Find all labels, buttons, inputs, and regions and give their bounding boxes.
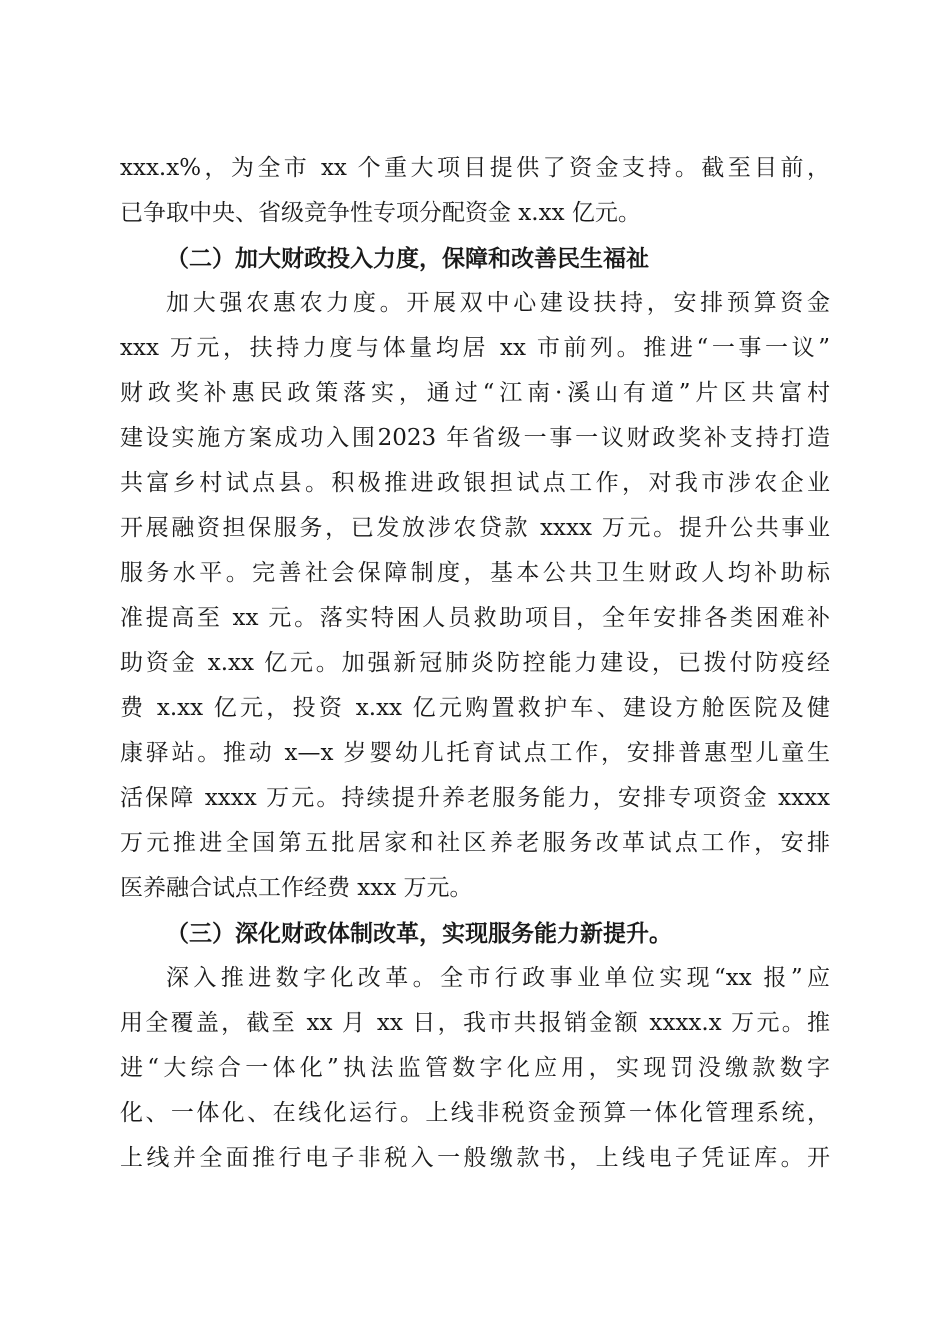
text-line: 深入推进数字化改革。全市行政事业单位实现“xx 报”应 [166, 965, 830, 991]
text-line: 开展融资担保服务，已发放涉农贷款 xxxx 万元。提升公共事业 [120, 515, 830, 541]
section-heading-2: （二）加大财政投入力度，保障和改善民生福祉 [166, 245, 649, 272]
text-line: 准提高至 xx 元。落实特困人员救助项目，全年安排各类困难补 [120, 605, 830, 631]
text-line: 建设实施方案成功入围2023 年省级一事一议财政奖补支持打造 [120, 425, 830, 451]
text-line: 万元推进全国第五批居家和社区养老服务改革试点工作，安排 [120, 830, 830, 856]
text-line: 用全覆盖，截至 xx 月 xx 日，我市共报销金额 xxxx.x 万元。推 [120, 1010, 830, 1036]
text-line: xxx 万元，扶持力度与体量均居 xx 市前列。推进“一事一议” [120, 335, 830, 361]
text-line: 已争取中央、省级竞争性专项分配资金 x.xx 亿元。 [120, 200, 641, 226]
text-line: 进“大综合一体化”执法监管数字化应用，实现罚没缴款数字 [120, 1055, 830, 1081]
text-line: 共富乡村试点县。积极推进政银担试点工作，对我市涉农企业 [120, 470, 830, 496]
text-line: 费 x.xx 亿元，投资 x.xx 亿元购置救护车、建设方舱医院及健 [120, 695, 830, 721]
text-line: 化、一体化、在线化运行。上线非税资金预算一体化管理系统， [120, 1100, 830, 1126]
paragraph-digital-reform [120, 956, 830, 1181]
paragraph-funding-support [120, 146, 830, 236]
text-line: 上线并全面推行电子非税入一般缴款书，上线电子凭证库。开 [120, 1145, 830, 1171]
text-line: 助资金 x.xx 亿元。加强新冠肺炎防控能力建设，已拨付防疫经 [120, 650, 830, 676]
text-line: xxx.x%，为全市 xx 个重大项目提供了资金支持。截至目前， [120, 155, 830, 181]
section-heading-3: （三）深化财政体制改革，实现服务能力新提升。 [166, 920, 672, 947]
text-line: 活保障 xxxx 万元。持续提升养老服务能力，安排专项资金 xxxx [120, 785, 830, 811]
text-line: 服务水平。完善社会保障制度，基本公共卫生财政人均补助标 [120, 560, 830, 586]
text-line: 财政奖补惠民政策落实，通过“江南·溪山有道”片区共富村 [120, 380, 830, 406]
text-line: 康驿站。推动 x—x 岁婴幼儿托育试点工作，安排普惠型儿童生 [120, 740, 830, 766]
text-line: 医养融合试点工作经费 xxx 万元。 [120, 875, 473, 901]
paragraph-livelihood [120, 281, 830, 911]
text-line: 加大强农惠农力度。开展双中心建设扶持，安排预算资金 [166, 290, 830, 316]
document-body [120, 146, 830, 1181]
